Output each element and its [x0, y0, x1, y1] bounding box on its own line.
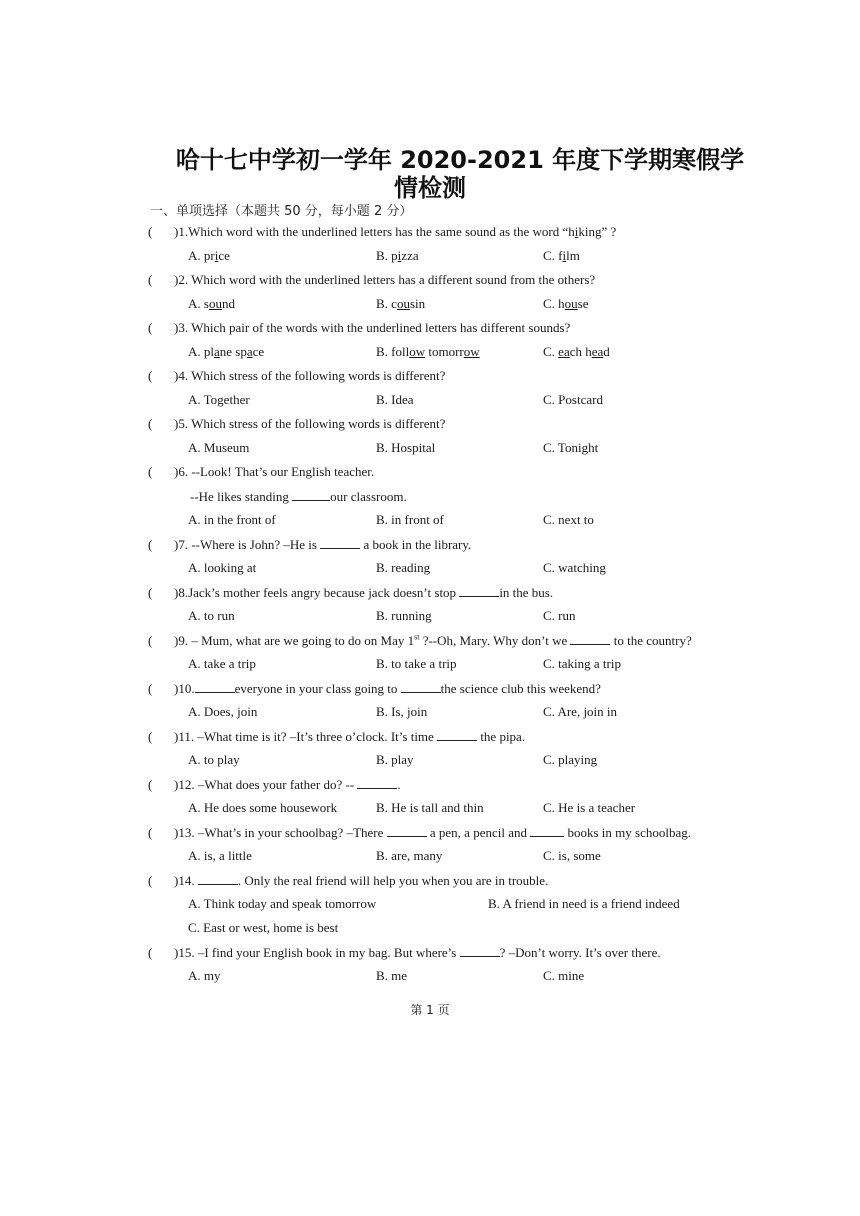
option-b: B. Idea [376, 392, 414, 407]
option-c: C. taking a trip [543, 656, 621, 671]
answer-blank [292, 488, 330, 501]
answer-blank [195, 680, 235, 693]
option-b: B. Is, join [376, 704, 428, 719]
question-2: ( )2. Which word with the underlined letters has a different sound from the others? [148, 272, 596, 287]
question-12: ( )12. –What does your father do? -- . [148, 777, 401, 792]
answer-blank [357, 776, 397, 789]
answer-blank [401, 680, 441, 693]
option-a: A. Does, join [188, 704, 258, 719]
option-a: A. in the front of [188, 512, 276, 527]
answer-blank [320, 536, 360, 549]
option-a: A. Think today and speak tomorrow [188, 896, 377, 911]
question-8: ( )8.Jack’s mother feels angry because jack doesn’t stop in the bus. [148, 585, 554, 600]
question-1: ( )1.Which word with the underlined letters has the same sound as the word “hiking” ? [148, 224, 617, 239]
question-6-reply: --He likes standing our classroom. [190, 489, 407, 504]
option-b: B. pizza [376, 248, 419, 263]
option-c: C. each head [543, 344, 610, 359]
section-heading: 一、单项选择（本题共 50 分，每小题 2 分） [150, 204, 413, 219]
exam-title-line1: 哈十七中学初一学年 2020-2021 年度下学期寒假学 [175, 146, 745, 174]
answer-blank [460, 944, 500, 957]
question-5: ( )5. Which stress of the following words is different? [148, 416, 446, 431]
option-b: B. follow tomorrow [376, 344, 480, 359]
option-b: B. cousin [376, 296, 426, 311]
option-b: B. running [376, 608, 432, 623]
option-a: A. Together [188, 392, 250, 407]
exam-title-line2: 情检测 [394, 174, 466, 202]
option-c: C. Postcard [543, 392, 603, 407]
option-a: A. Museum [188, 440, 250, 455]
option-a: A. is, a little [188, 848, 252, 863]
option-c: C. run [543, 608, 576, 623]
option-a: A. my [188, 968, 221, 983]
question-14: ( )14. . Only the real friend will help you when you are in trouble. [148, 873, 549, 888]
option-b: B. to take a trip [376, 656, 457, 671]
option-b: B. He is tall and thin [376, 800, 484, 815]
option-b: B. Hospital [376, 440, 436, 455]
option-c: C. next to [543, 512, 594, 527]
answer-blank [459, 584, 499, 597]
option-b: B. reading [376, 560, 431, 575]
option-c: C. film [543, 248, 580, 263]
question-13: ( )13. –What’s in your schoolbag? –There a pen, a pencil and books in my schoolbag. [148, 825, 691, 840]
option-c: C. Are, join in [543, 704, 618, 719]
option-b: B. are, many [376, 848, 443, 863]
option-c: C. house [543, 296, 589, 311]
option-a: A. sound [188, 296, 235, 311]
option-a: A. price [188, 248, 230, 263]
option-b: B. in front of [376, 512, 444, 527]
option-a: A. take a trip [188, 656, 256, 671]
answer-blank [437, 728, 477, 741]
page-number: 第 1 页 [410, 1003, 450, 1017]
question-15: ( )15. –I find your English book in my bag. But where’s ? –Don’t worry. It’s over there. [148, 945, 661, 960]
question-7: ( )7. --Where is John? –He is a book in the library. [148, 537, 472, 552]
question-6: ( )6. --Look! That’s our English teacher. [148, 464, 375, 479]
option-a: A. looking at [188, 560, 257, 575]
answer-blank [198, 872, 238, 885]
option-b: B. A friend in need is a friend indeed [488, 896, 680, 911]
option-b: B. play [376, 752, 414, 767]
answer-blank [387, 824, 427, 837]
answer-blank [530, 824, 564, 837]
question-4: ( )4. Which stress of the following words is different? [148, 368, 446, 383]
answer-blank [570, 632, 610, 645]
question-11: ( )11. –What time is it? –It’s three o’clock. It’s time the pipa. [148, 729, 526, 744]
option-c: C. playing [543, 752, 598, 767]
option-a: A. to play [188, 752, 240, 767]
option-c: C. is, some [543, 848, 601, 863]
answer-paren: ( [148, 224, 153, 239]
option-c: C. watching [543, 560, 606, 575]
option-c: C. Tonight [543, 440, 599, 455]
option-b: B. me [376, 968, 408, 983]
question-3: ( )3. Which pair of the words with the underlined letters has different sounds? [148, 320, 571, 335]
option-c: C. He is a teacher [543, 800, 636, 815]
option-c: C. mine [543, 968, 585, 983]
question-10: ( )10. everyone in your class going to the science club this weekend? [148, 681, 601, 696]
option-a: A. to run [188, 608, 235, 623]
option-c: C. East or west, home is best [188, 920, 339, 935]
option-a: A. He does some housework [188, 800, 338, 815]
option-a: A. plane space [188, 344, 265, 359]
question-9: ( )9. – Mum, what are we going to do on May 1st ?--Oh, Mary. Why don’t we to the country? [148, 632, 692, 648]
